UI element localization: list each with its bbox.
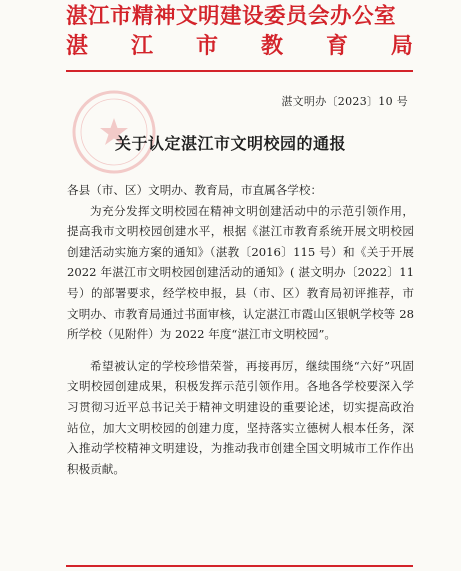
header-divider (66, 70, 413, 72)
issuer-name-2-char: 教 (260, 34, 283, 59)
document-number: 湛文明办〔2023〕10 号 (281, 95, 408, 108)
issuer-name-2-char: 育 (325, 34, 348, 59)
issuer-name-2 (66, 32, 413, 62)
footer-divider (66, 565, 413, 567)
issuer-name-2-char: 局 (390, 34, 413, 59)
issuer-name-2-char: 市 (195, 34, 218, 59)
document-body (67, 180, 414, 479)
issuer-header (66, 2, 416, 62)
issuer-name-2-char: 湛 (66, 34, 89, 59)
body-paragraph: 希望被认定的学校珍惜荣誉，再接再厉，继续围绕“六好”巩固文明校园创建成果，积极发挥示范引领作用。各地各学校要深入学习贯彻习近平总书记关于精神文明建设的重要论述，切实提高政治站位，加大文明校园的创建力度，坚持落实立德树人根本任务，深入推动学校精神文明建设，为推动我市创建全国文明城市工作作出积极贡献。 (67, 358, 414, 476)
issuer-name-2-char: 江 (130, 34, 153, 59)
salutation: 各县（市、区）文明办、教育局，市直属各学校： (67, 183, 323, 197)
body-paragraph: 为充分发挥文明校园在精神文明创建活动中的示范引领作用，提高我市文明校园创建水平，根据《湛江市教育系统开展文明校园创建活动实施方案的通知》（湛教〔2016〕115 号）和《关于开展 2022 年湛江市文明校园创建活动的通知》( 湛文明办〔2022〕11 号）的部署要求，经学校申报，县（市、区）教育局初评推荐，市文明办、市教育局通过书面审核，认定湛江市霞山区银帆学校等 28 所学校（见附件）为 2022 年度“湛江市文明校园”。 (67, 203, 414, 342)
document-title: 关于认定湛江市文明校园的通报 (114, 134, 346, 153)
issuer-name-1: 湛江市精神文明建设委员会办公室 (66, 4, 397, 29)
